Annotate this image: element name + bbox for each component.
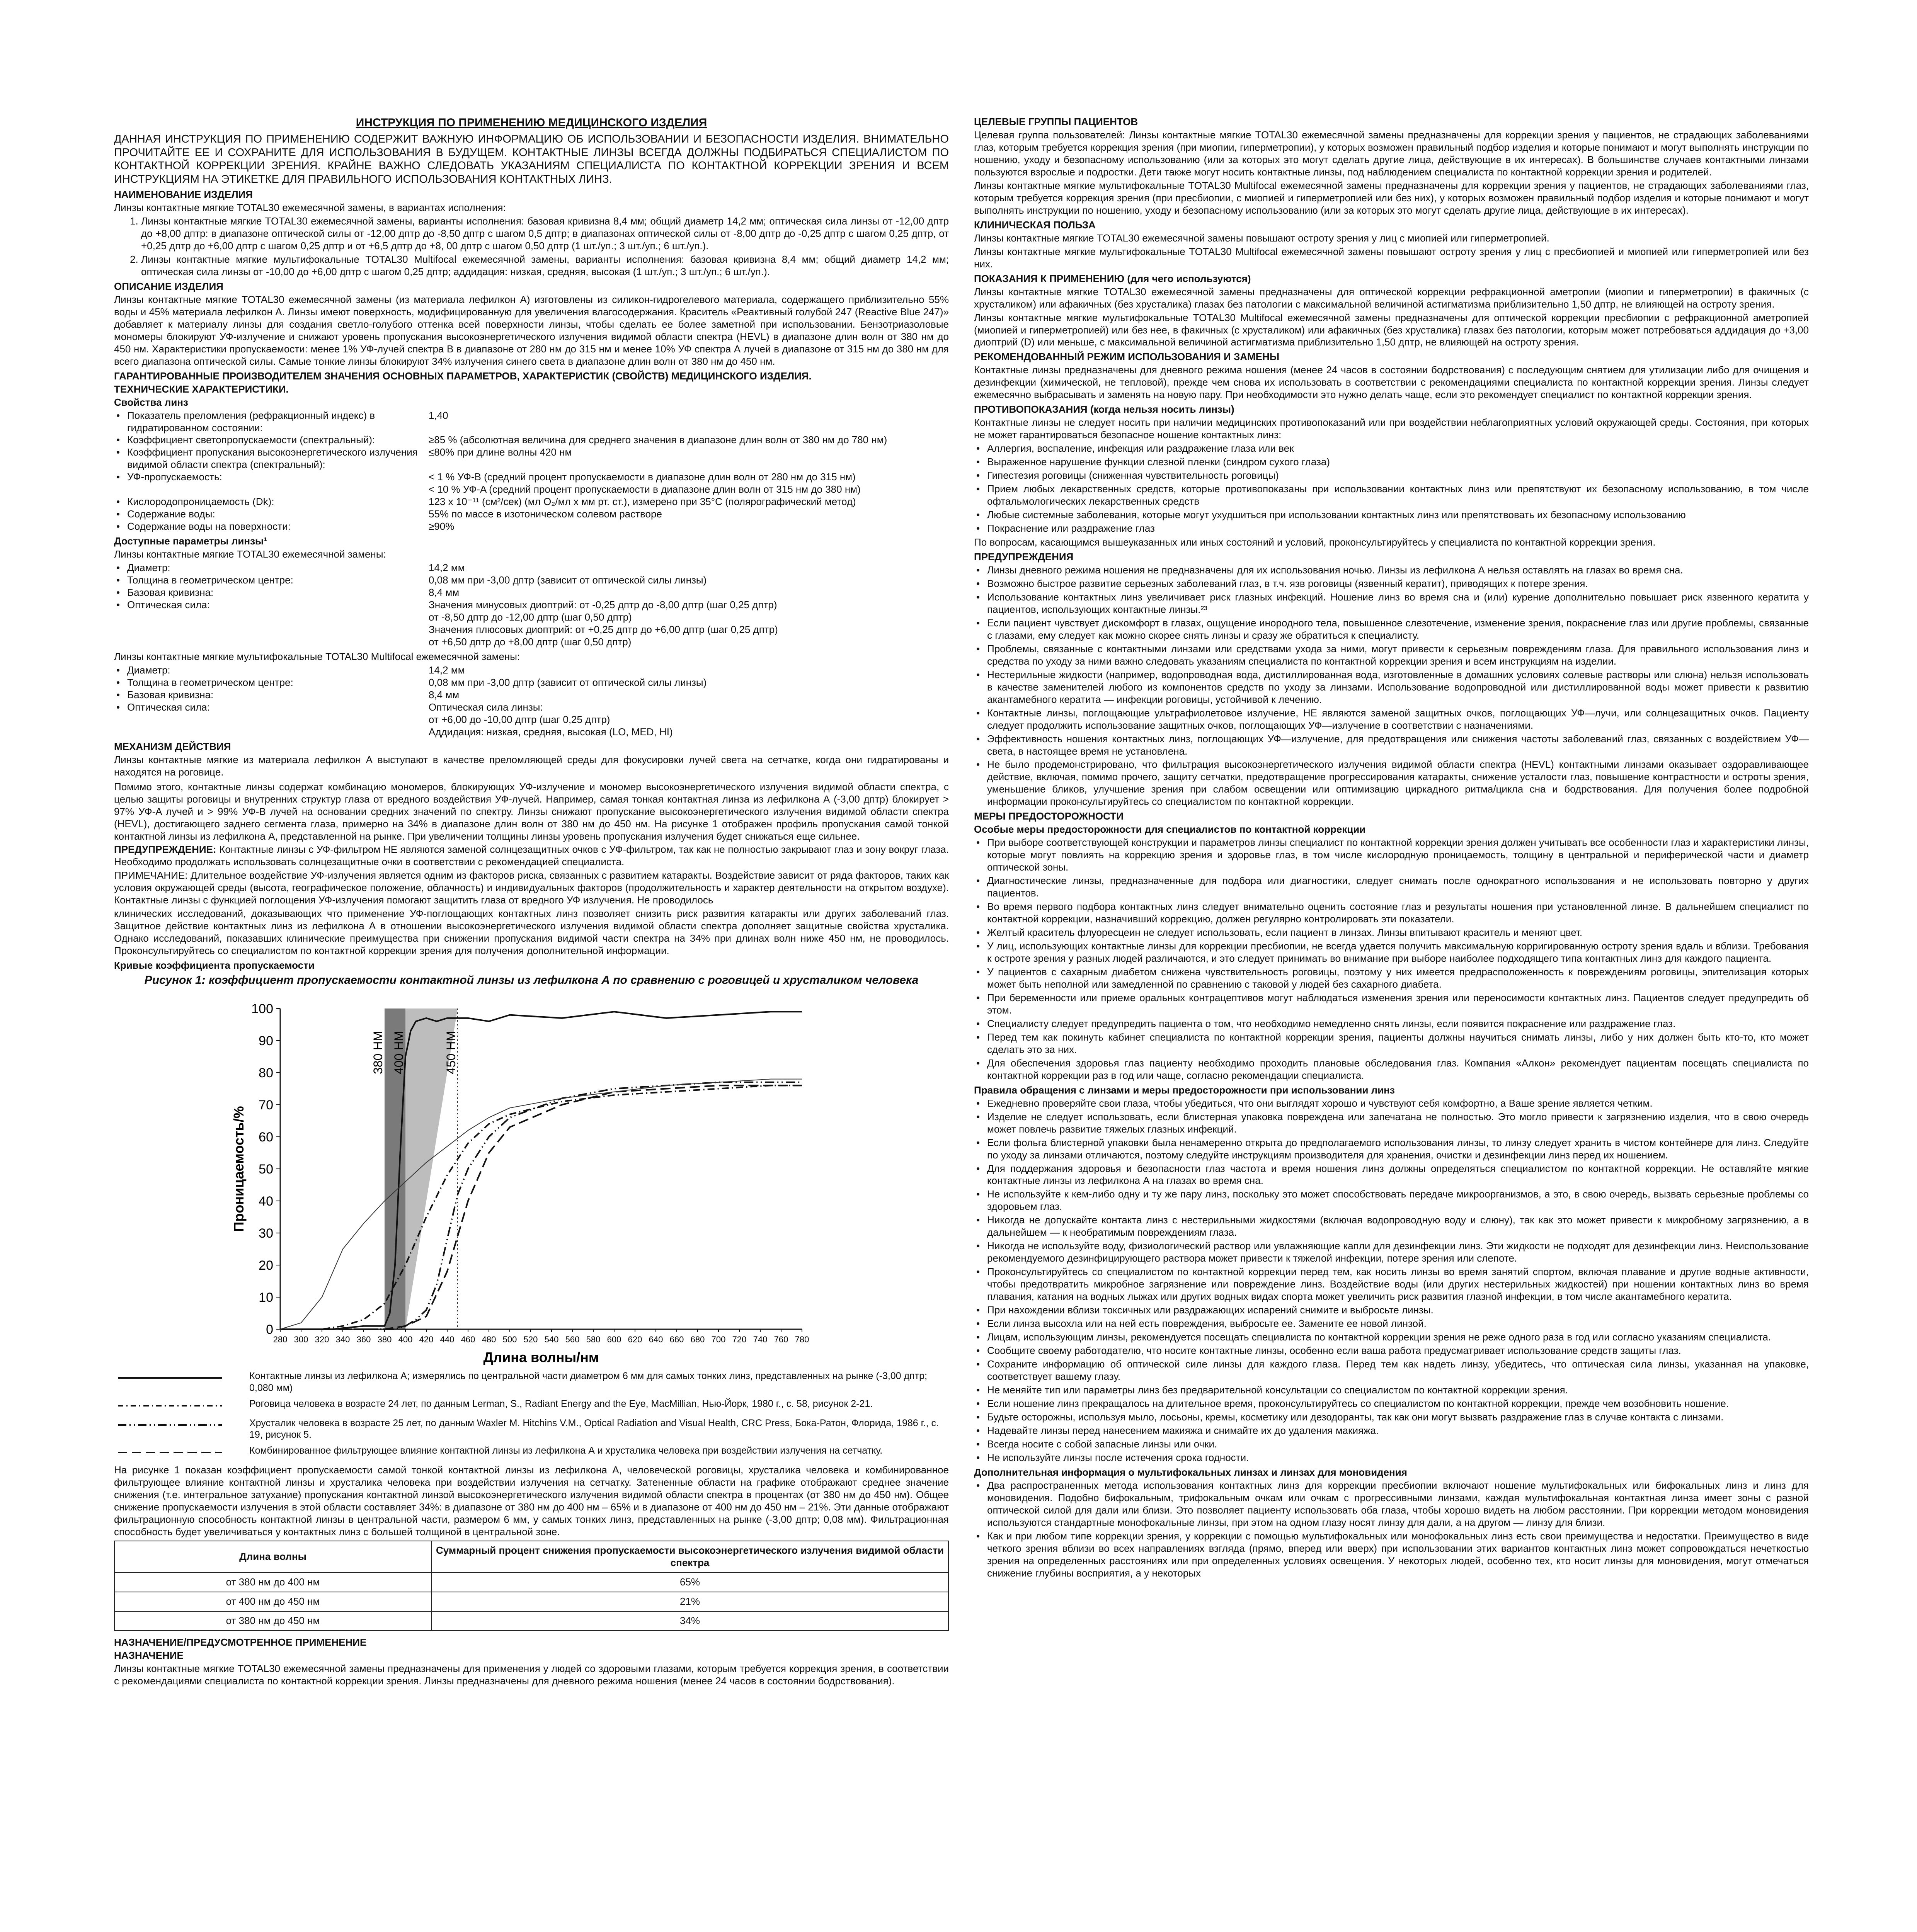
table-header: Длина волны — [114, 1541, 431, 1573]
intro-warning: ДАННАЯ ИНСТРУКЦИЯ ПО ПРИМЕНЕНИЮ СОДЕРЖИТ ВАЖНУЮ ИНФОРМАЦИЮ ОБ ИСПОЛЬЗОВАНИИ И БЕЗОПАСНОСТИ ИЗДЕЛИЯ. ВНИМАТЕЛЬНО ПРОЧИТАЙТЕ ЕЕ И СОХРАНИТЕ ДЛЯ ИСПОЛЬЗОВАНИЯ В БУДУЩЕМ. КОНТАКТНЫЕ ЛИНЗЫ ВСЕГДА ДОЛЖНЫ ПОДБИРАТЬСЯ СПЕЦИАЛИСТОМ ПО КОНТАКТНОЙ КОРРЕКЦИИ ЗРЕНИЯ. КРАЙНЕ ВАЖНО СЛЕДОВАТЬ УКАЗАНИЯМ СПЕЦИАЛИСТА ПО КОНТАКТНОЙ КОРРЕКЦИИ ЗРЕНИЯ И ВСЕМ ИНСТРУКЦИЯМ НА ЭТИКЕТКЕ ДЛЯ ПРАВИЛЬНОГО ИСПОЛЬЗОВАНИЯ КОНТАКТНЫХ ЛИНЗ. — [114, 133, 949, 186]
property-row — [114, 611, 949, 624]
product-variants-list — [114, 215, 949, 278]
property-value: Значения минусовых диоптрий: от -0,25 дптр до -8,00 дптр (шаг 0,25 дптр) — [429, 599, 777, 611]
property-value: 55% по массе в изотоническом солевом растворе — [429, 508, 662, 520]
property-name: • Толщина в геометрическом центре: — [114, 677, 429, 689]
property-name — [114, 624, 429, 636]
x-tick-label: 560 — [565, 1335, 580, 1345]
mechanism-text-2: Помимо этого, контактные линзы содержат комбинацию мономеров, блокирующих УФ-излучение и мономер высокоэнергетического излучения видимой области спектра, с целью защиты роговицы и внутренних структур глаза от вредного воздействия УФ-лучей. Например, самая тонкая контактная линза из лефилкона А (-3,00 дптр) блокирует > 97% УФ-A лучей и > 99% УФ-B лучей на основании средних значений по спектру. Линзы снижают пропускание высокоэнергетического излучения видимой области спектра (HEVL), достигающего заднего сегмента глаза, примерно на 34% в диапазоне длин волн от 380 нм до 450 нм. На рисунке 1 отображен профиль пропускания самой тонкой контактной линзы из лефилкона А, представленной на рынке. При увеличении толщины линзы уровень пропускания излучения будет снижаться еще сильнее. — [114, 781, 949, 842]
property-name — [114, 611, 429, 624]
property-name: • Оптическая сила: — [114, 599, 429, 611]
property-value: 8,4 мм — [429, 587, 460, 599]
mechanism-note-2: клинических исследований, доказывающих что применение УФ-поглощающих контактных линз позволяет снизить риск развития катаракты или других заболеваний глаз. Защитное действие контактных линз из лефилкона А в отношении высокоэнергетического излучения видимой области спектра дополняет защитные свойства хрусталика. Однако исследований, показавших клинические преимущества при снижении пропускания видимой части спектра на 34% при длинах волн ниже 450 нм, не проводилось. Проконсультируйтесь со специалистом по контактной коррекции зрения для получения дополнительной информации. — [114, 908, 949, 957]
warnings-list — [974, 564, 1809, 808]
list-item: • Никогда не используйте воду, физиологический раствор или увлажняющие капли для дезинфекции линз. Эти жидкости не подходят для дезинфекции линз. Неиспользование рекомендуемого дезинфицирующего раствора может привести к тяжелой инфекции, потере зрения или слепоте. — [987, 1240, 1809, 1265]
property-name: • Толщина в геометрическом центре: — [114, 574, 429, 587]
property-name: • Базовая кривизна: — [114, 587, 429, 599]
list-item: • Для обеспечения здоровья глаз пациенту необходимо проходить плановые обследования глаз. Компания «Алкон» рекомендует пациентам посещать специалиста по контактной коррекции раз в год или чаще, согласно рекомендации специалиста. — [987, 1057, 1809, 1082]
wavelength-annotation: 380 НМ — [371, 1031, 385, 1075]
property-name: • Диаметр: — [114, 562, 429, 574]
y-tick-label: 70 — [259, 1098, 273, 1113]
property-name — [114, 483, 429, 496]
list-item: • Эффективность ношения контактных линз, поглощающих УФ—излучение, для предотвращения или снижения частоты заболеваний глаз, связанных с воздействием УФ—света, в настоящее время не установлена. — [987, 733, 1809, 758]
legend-solid-line-icon — [114, 1370, 226, 1386]
x-tick-label: 440 — [440, 1335, 455, 1345]
table-row — [114, 1573, 948, 1592]
clinical-benefit-text-1: Линзы контактные мягкие TOTAL30 ежемесячной замены повышают остроту зрения у лиц с миопией или гиперметропией. — [974, 232, 1549, 244]
x-tick-label: 420 — [419, 1335, 434, 1345]
property-row — [114, 689, 949, 701]
x-tick-label: 760 — [774, 1335, 788, 1345]
y-tick-label: 100 — [251, 1002, 273, 1017]
warning-label: ПРЕДУПРЕЖДЕНИЕ: — [114, 844, 216, 855]
mechanism-note: ПРИМЕЧАНИЕ: Длительное воздействие УФ-излучения является одним из факторов риска, связанных с развитием катаракты. Воздействие зависит от ряда факторов, таких как условия окружающей среды (высота, географическое положение, облачность) и индивидуальных факторов (продолжительность и характер деятельности на открытом воздухе). Контактные линзы с функцией поглощения УФ-излучения помогают защитить глаза от вредного УФ излучения. Не проводилось — [114, 869, 949, 906]
list-item: • Ежедневно проверяйте свои глаза, чтобы убедиться, что они выглядят хорошо и чувствуют себя комфортно, а Ваше зрение является четким. — [987, 1097, 1809, 1110]
list-item: • Возможно быстрое развитие серьезных заболеваний глаз, в т.ч. язв роговицы (язвенный кератит), приводящих к потере зрения. — [987, 578, 1809, 590]
handling-rules-list — [974, 1097, 1809, 1464]
list-item: • Не было продемонстрировано, что фильтрация высокоэнергетического излучения видимой области спектра (HEVL) контактными линзами оказывает оздоравливающее действие, включая, помимо прочего, защиту сетчатки, предотвращение прогрессирования катаракты, снижение усталости глаз, повышение контрастности и остроты зрения, уменьшение бликов, улучшение зрения при слабом освещении или оптимизацию циркадного ритма/цикла сна и бодрствования. Для получения более подробной информации проконсультируйтесь со специалистом по контактной коррекции. — [987, 759, 1809, 808]
product-name-heading: НАИМЕНОВАНИЕ ИЗДЕЛИЯ — [114, 189, 253, 201]
property-row — [114, 714, 949, 726]
list-item: • Как и при любом типе коррекции зрения, у коррекции с помощью мультифокальных или монофокальных линз есть свои преимущества и недостатки. Преимущество в виде четкого зрения вблизи во всех направлениях взгляда (прямо, вперед или вверх) при использовании этих вариантов контактных линз может сопровождаться нечеткостью зрения на определенных расстояниях или при определенных условиях освещения. У некоторых людей, особенно тех, кто носит линзы для моновидения, могут отмечаться снижение глубины восприятия, а у некоторых — [987, 1530, 1809, 1580]
x-tick-label: 660 — [669, 1335, 684, 1345]
x-tick-label: 460 — [461, 1335, 475, 1345]
property-row — [114, 508, 949, 520]
list-item: • Сообщите своему работодателю, что носите контактные линзы, особенно если ваша работа предусматривает использование средств защиты глаз. — [987, 1345, 1809, 1357]
property-name: • Коэффициент пропускания высокоэнергетического излучения видимой области спектра (спектральный): — [114, 446, 429, 471]
indications-heading: ПОКАЗАНИЯ К ПРИМЕНЕНИЮ (для чего используются) — [974, 272, 1251, 284]
property-value: Аддидация: низкая, средняя, высокая (LO, MED, HI) — [429, 726, 673, 738]
y-tick-label: 10 — [259, 1290, 273, 1305]
chart-legend — [114, 1370, 949, 1460]
hevl-reduction-table — [114, 1541, 949, 1631]
purpose-subheading: НАЗНАЧЕНИЕ — [114, 1649, 184, 1661]
legend-dash-dot-line-icon — [114, 1398, 226, 1413]
x-tick-label: 340 — [335, 1335, 350, 1345]
target-groups-text-1: Целевая группа пользователей: Линзы контактные мягкие TOTAL30 ежемесячной замены предназначены для коррекции зрения у пациентов, не страдающих заболеваниями глаз, которым требуется коррекция зрения (при миопии, гиперметропии), у которых возможен правильный подбор изделия и которые понимают и могут выполнять инструкции по ношению, уходу и безопасному использованию (или за которых это могут сделать другие лица, действующие в их интересах). В большинстве случаев контактными линзами пользуются взрослые и подростки. Дети также могут носить контактные линзы, под наблюдением специалиста по контактной коррекции зрения и родителей. — [974, 129, 1809, 178]
list-item: • Для поддержания здоровья и безопасности глаз частота и время ношения линз должны определяться специалистом по контактной коррекции. Не оставляйте мягкие контактные линзы из лефилкона А на глазах во время сна. — [987, 1163, 1809, 1187]
x-tick-label: 480 — [482, 1335, 496, 1345]
contraindications-list — [974, 442, 1809, 535]
property-name: • Показатель преломления (рефракционный индекс) в гидратированном состоянии: — [114, 410, 429, 434]
x-tick-label: 680 — [690, 1335, 705, 1345]
transmittance-curves-heading: Кривые коэффициента пропускаемости — [114, 959, 315, 971]
property-value: Значения плюсовых диоптрий: от +0,25 дптр до +6,00 дптр (шаг 0,25 дптр) — [429, 624, 778, 636]
list-item: • Сохраните информацию об оптической силе линзы для каждого глаза. Перед тем как надеть линзу, убедитесь, что оптическая сила линзы, указанная на упаковке, соответствует вашему глазу. — [987, 1358, 1809, 1383]
list-item: 2. Линзы контактные мягкие мультифокальные TOTAL30 Multifocal ежемесячной замены, варианты исполнения: базовая кривизна 8,4 мм; общий диаметр 14,2 мм; оптическая сила линзы от -10,00 до +6,00 дптр с шагом 0,25 дптр; аддидация: низкая, средняя, высокая (1 шт./уп.; 3 шт./уп.; 6 шт./уп.). — [141, 253, 949, 278]
target-groups-text-2: Линзы контактные мягкие мультифокальные TOTAL30 Multifocal ежемесячной замены предназначены для коррекции зрения у пациентов, не страдающих заболеваниями глаз, которым требуется коррекция зрения (при пресбиопии, с миопией и гиперметропией или без них), у которых возможен правильный подбор изделия и которые понимают и могут выполнять инструкции по ношению, уходу и безопасному использованию (или за которых это могут сделать другие лица, действующие в их интересах). — [974, 179, 1809, 216]
list-item: • Если линза высохла или на ней есть повреждения, выбросьте ее. Замените ее новой линзой. — [987, 1318, 1809, 1330]
mechanism-text-1: Линзы контактные мягкие из материала лефилкон А выступают в качестве преломляющей среды для фокусировки лучей света на сетчатке, когда они гидратированы и находятся на роговице. — [114, 753, 949, 778]
list-item: • Всегда носите с собой запасные линзы или очки. — [987, 1438, 1809, 1451]
x-tick-label: 580 — [586, 1335, 601, 1345]
table-cell: от 400 нм до 450 нм — [114, 1592, 431, 1611]
lens-properties-heading: Свойства линз — [114, 396, 188, 408]
property-row — [114, 664, 949, 677]
x-tick-label: 320 — [315, 1335, 329, 1345]
monovision-list — [974, 1480, 1809, 1580]
y-tick-label: 80 — [259, 1066, 273, 1081]
series-line-dash-dot-dot — [280, 1082, 802, 1329]
list-item: • Выраженное нарушение функции слезной пленки (синдром сухого глаза) — [987, 456, 1809, 468]
right-column — [974, 116, 1809, 1581]
series-line-solid — [280, 1012, 802, 1329]
list-item: • При беременности или приеме оральных контрацептивов могут наблюдаться изменения зрения или переносимости контактных линз. Пациентов следует предупредить об этом. — [987, 992, 1809, 1017]
precautions-heading: МЕРЫ ПРЕДОСТОРОЖНОСТИ — [974, 810, 1124, 822]
available-params-multifocal-list — [114, 664, 949, 738]
table-cell: 34% — [431, 1611, 948, 1631]
list-item: • Проблемы, связанные с контактными линзами или средствами ухода за ними, могут привести к серьезным повреждениям глаза. Для правильного использования линз и средства по уходу за ними важно следовать указаниям специалиста по контактной коррекции зрения и всем инструкциям на изделии. — [987, 643, 1809, 668]
clinical-benefit-heading: КЛИНИЧЕСКАЯ ПОЛЬЗА — [974, 219, 1096, 231]
list-item: • Линзы дневного режима ношения не предназначены для их использования ночью. Линзы из лефилкона А нельзя оставлять на глазах во время сна. — [987, 564, 1809, 577]
legend-text: Контактные линзы из лефилкона А; измерялись по центральной части диаметром 6 мм для самых тонких линз, представленных на рынке (-3,00 дптр; 0,080 мм) — [249, 1371, 927, 1393]
mechanism-heading: МЕХАНИЗМ ДЕЙСТВИЯ — [114, 740, 231, 752]
legend-item — [114, 1417, 949, 1441]
contraindications-text: Контактные линзы не следует носить при наличии медицинских противопоказаний или при воздействии неблагоприятных условий окружающей среды. Состояния, при которых не может гарантироваться безопасное ношение контактных линз: — [974, 417, 1809, 441]
property-value: Оптическая сила линзы: — [429, 701, 543, 713]
property-row — [114, 677, 949, 689]
purpose-heading: НАЗНАЧЕНИЕ/ПРЕДУСМОТРЕННОЕ ПРИМЕНЕНИЕ — [114, 1636, 367, 1648]
x-tick-label: 280 — [273, 1335, 288, 1345]
table-cell: от 380 нм до 450 нм — [114, 1611, 431, 1631]
x-tick-label: 640 — [649, 1335, 663, 1345]
table-row — [114, 1592, 948, 1611]
property-name — [114, 714, 429, 726]
legend-text: Хрусталик человека в возрасте 25 лет, по данным Waxler M. Hitchins V.M., Optical Radiation and Visual Health, CRC Press, Бока-Ратон, Флорида, 1986 г., с. 19, рисунок 5. — [249, 1417, 939, 1440]
list-item: • У пациентов с сахарным диабетом снижена чувствительность роговицы, поэтому у них имеется предрасположенность к повреждениям роговицы, эпителизация которых может быть неполной или замедленной по сравнению с таковой у людей без сахарного диабета. — [987, 966, 1809, 991]
x-tick-label: 720 — [732, 1335, 747, 1345]
x-tick-label: 740 — [753, 1335, 768, 1345]
property-name: • Базовая кривизна: — [114, 689, 429, 701]
list-item: • Не используйте к кем-либо одну и ту же пару линз, поскольку это может способствовать передаче микроорганизмов, а это, в свою очередь, вызвать серьезные проблемы со здоровьем глаз. — [987, 1188, 1809, 1213]
clinical-benefit-text-2: Линзы контактные мягкие мультифокальные TOTAL30 Multifocal ежемесячной замены повышают остроту зрения у лиц с пресбиопией и миопией или гиперметропией или без них. — [974, 245, 1809, 270]
property-name: • Коэффициент светопропускаемости (спектральный): — [114, 434, 429, 446]
mechanism-warning — [114, 844, 949, 868]
property-row — [114, 496, 949, 508]
x-tick-label: 360 — [356, 1335, 371, 1345]
x-tick-label: 520 — [523, 1335, 538, 1345]
left-column — [114, 116, 949, 1689]
available-params-heading: Доступные параметры линзы¹ — [114, 535, 267, 547]
property-row — [114, 520, 949, 533]
precautions-list — [974, 837, 1809, 1082]
x-tick-label: 400 — [398, 1335, 413, 1345]
x-tick-label: 300 — [294, 1335, 308, 1345]
list-item: • При выборе соответствующей конструкции и параметров линзы специалист по контактной коррекции зрения должен учитывать все особенности глаз и характеристики линзы, которые могут повлиять на коррекцию зрения и здоровье глаз, в том числе кислородную проницаемость, толщину в центральной и периферической части и диаметр оптической зоны. — [987, 837, 1809, 874]
list-item: • Любые системные заболевания, которые могут ухудшиться при использовании контактных линз или препятствовать их безопасному использованию — [987, 509, 1809, 521]
y-tick-label: 0 — [266, 1322, 273, 1337]
product-name-text: Линзы контактные мягкие TOTAL30 ежемесячной замены, в вариантах исполнения: — [114, 202, 506, 214]
table-cell: 21% — [431, 1592, 948, 1611]
x-tick-label: 780 — [795, 1335, 809, 1345]
property-name: • Содержание воды на поверхности: — [114, 520, 429, 533]
legend-dash-dot-dot-line-icon — [114, 1417, 226, 1433]
list-item: • Перед тем как покинуть кабинет специалиста по контактной коррекции зрения, пациенты должны научиться снимать линзы, либо у них должен быть кто-то, кто может сделать это за них. — [987, 1031, 1809, 1056]
list-item: • Будьте осторожны, используя мыло, лосьоны, кремы, косметику или дезодоранты, так как они могут вызвать раздражение глаз в случае контакта с линзами. — [987, 1411, 1809, 1423]
table-cell: от 380 нм до 400 нм — [114, 1573, 431, 1592]
property-row — [114, 587, 949, 599]
series-line-thin — [280, 1079, 802, 1329]
y-tick-label: 40 — [259, 1194, 273, 1209]
recommended-regimen-text: Контактные линзы предназначены для дневного режима ношения (менее 24 часов в состоянии бодрствования) с последующим снятием для утилизации либо для очищения и дезинфекции (химической, не тепловой), прежде чем снова их использовать в соответствии с рекомендациями специалиста по контактной коррекции зрения. Линзы следует ежемесячно выбрасывать и заменять на новую пару. При необходимости это нужно делать чаще, если это рекомендует специалист по контактной коррекции зрения. — [974, 364, 1809, 401]
target-groups-heading: ЦЕЛЕВЫЕ ГРУППЫ ПАЦИЕНТОВ — [974, 116, 1138, 128]
list-item: • При нахождении вблизи токсичных или раздражающих испарений снимите и выбросьте линзы. — [987, 1304, 1809, 1316]
y-tick-label: 30 — [259, 1226, 273, 1241]
table-header: Суммарный процент снижения пропускаемости высокоэнергетического излучения видимой области спектра — [431, 1541, 948, 1573]
property-value: от +6,50 дптр до +8,00 дптр (шаг 0,50 дптр) — [429, 636, 632, 648]
figure-description: На рисунке 1 показан коэффициент пропускаемости самой тонкой контактной линзы из лефилкона А, человеческой роговицы, хрусталика человека и комбинированное фильтрующее влияние контактной линзы и хрусталика человека при воздействии излучения на сетчатку. Затененные области на графике отображают среднее значение снижения (т.е. интегральное затухание) пропускания контактной линзой высокоэнергетического излучения видимой области спектра в процентах (от 380 нм до 450 нм). Общее снижение пропускаемости излучения в этой области составляет 34%: в диапазоне от 380 нм до 400 нм – 65% и в диапазоне от 400 нм до 450 нм – 21%. Эти данные отображают фильтрационную способность контактной линзы в центральной части, размером 6 мм, у самых тонких линз, представленных на рынке (-3,00 дптр; 0,08 мм). Фильтрационная способность будет увеличиваться у контактных линз с большей толщиной в центральной зоне. — [114, 1464, 949, 1537]
series-line-dash-dot — [280, 1085, 802, 1329]
property-row — [114, 574, 949, 587]
list-item: • Специалисту следует предупредить пациента о том, что необходимо немедленно снять линзы, если появится покраснение или раздражение глаз. — [987, 1018, 1809, 1030]
property-value: от +6,00 до -10,00 дптр (шаг 0,25 дптр) — [429, 713, 610, 725]
figure-title: Рисунок 1: коэффициент пропускаемости контактной линзы из лефилкона А по сравнению с роговицей и хрусталиком человека — [144, 974, 919, 987]
series-line-dashed — [280, 1085, 802, 1329]
property-name: • Диаметр: — [114, 664, 429, 677]
legend-text: Комбинированное фильтрующее влияние контактной линзы из лефилкона А и хрусталика человека при воздействии излучения на сетчатку. — [249, 1445, 883, 1456]
property-row — [114, 434, 949, 446]
property-value: от -8,50 дптр до -12,00 дптр (шаг 0,50 дптр) — [429, 611, 632, 623]
available-params-total30-label: Линзы контактные мягкие TOTAL30 ежемесячной замены: — [114, 548, 386, 560]
x-tick-label: 600 — [607, 1335, 621, 1345]
property-row — [114, 726, 949, 738]
list-item: • Изделие не следует использовать, если блистерная упаковка повреждена или запечатана не полностью. Это могло привести к загрязнению изделия, что в свою очередь может повлечь развитие тяжелых глазных инфекций. — [987, 1111, 1809, 1136]
property-value: < 10 % УФ-A (средний процент пропускаемости в диапазоне длин волн от 315 нм до 380 нм) — [429, 483, 861, 495]
property-row — [114, 483, 949, 496]
list-item: • Покраснение или раздражение глаз — [987, 522, 1809, 535]
available-params-total30-list — [114, 562, 949, 648]
x-tick-label: 380 — [377, 1335, 392, 1345]
list-item: • Прием любых лекарственных средств, которые противопоказаны при использовании контактных линз или препятствуют их безопасному использованию, в том числе офтальмологических лекарственных средств — [987, 483, 1809, 508]
document-title: ИНСТРУКЦИЯ ПО ПРИМЕНЕНИЮ МЕДИЦИНСКОГО ИЗДЕЛИЯ — [356, 116, 707, 129]
x-tick-label: 540 — [544, 1335, 559, 1345]
property-value: ≥85 % (абсолютная величина для среднего значения в диапазоне длин волн от 380 нм до 780 нм) — [429, 434, 887, 446]
description-heading: ОПИСАНИЕ ИЗДЕЛИЯ — [114, 280, 223, 292]
guaranteed-values-heading: ГАРАНТИРОВАННЫЕ ПРОИЗВОДИТЕЛЕМ ЗНАЧЕНИЯ ОСНОВНЫХ ПАРАМЕТРОВ, ХАРАКТЕРИСТИК (СВОЙСТВ) МЕДИЦИНСКОГО ИЗДЕЛИЯ. — [114, 370, 812, 382]
property-name: • Кислородопроницаемость (Dk): — [114, 496, 429, 508]
list-item: • Гипестезия роговицы (сниженная чувствительность роговицы) — [987, 469, 1809, 482]
list-item: • Лицам, использующим линзы, рекомендуется посещать специалиста по контактной коррекции зрения не реже одного раза в год или согласно указаниям специалиста. — [987, 1331, 1809, 1344]
list-item: • У лиц, использующих контактные линзы для коррекции пресбиопии, не всегда удается получить максимальную корригированную остроту зрения вдаль и вблизи. Требования к остроте зрения у разных людей различаются, и это следует принимать во внимание при выборе наиболее подходящего типа контактных линз для каждого пациента. — [987, 940, 1809, 965]
list-item: 1. Линзы контактные мягкие TOTAL30 ежемесячной замены, варианты исполнения: базовая кривизна 8,4 мм; общий диаметр 14,2 мм; оптическая сила линзы от -12,00 дптр до +8,00 дптр: в диапазоне оптической силы от -12,00 дптр до -8,50 дптр с шагом 0,5 дптр; в диапазонах оптической силы от -8,00 дптр до -0,25 дптр с шагом 0,25 дптр, от +0,25 дптр до +6,00 дптр с шагом 0,25 дптр и от +6,5 дптр до +8, 00 дптр с шагом 0,50 дптр (1 шт./уп.; 3 шт./уп.; 6 шт./уп.). — [141, 215, 949, 252]
description-text: Линзы контактные мягкие TOTAL30 ежемесячной замены (из материала лефилкон А) изготовлены из силикон-гидрогелевого материала, содержащего приблизительно 55% воды и 45% материала лефилкон А. Линзы имеют поверхность, модифицированную для увеличения влагосодержания. Краситель «Реактивный голубой 247 (Reactive Blue 247)» добавляет к материалу линзы для создания светло-голубого оттенка всей поверхности линзы, чтобы сделать ее более заметной при использовании. Бензотриазоловые мономеры блокируют УФ-излучение и снижают уровень пропускания высокоэнергетического излучения видимой области спектра (HEVL) в диапазоне длин волн от 380 нм до 450 нм. Характеристики пропускаемости: менее 1% УФ-лучей спектра В в диапазоне от 280 нм до 315 нм и менее 10% УФ спектра А лучей в диапазоне от 315 нм до 380 нм для всего диапазона оптической силы. Самые тонкие линзы блокируют 34% излучения синего света в диапазоне длин волн от 380 нм до 450 нм. — [114, 293, 949, 367]
property-row — [114, 701, 949, 714]
list-item: • Не меняйте тип или параметры линз без предварительной консультации со специалистом по контактной коррекции зрения. — [987, 1384, 1809, 1396]
x-tick-label: 620 — [628, 1335, 642, 1345]
property-row — [114, 562, 949, 574]
list-item: • Если пациент чувствует дискомфорт в глазах, ощущение инородного тела, повышенное слезотечение, изменение зрения, покраснение глаз или другие проблемы, связанные с глазами, ему следует как можно скорее снять линзы и сразу же обратиться к специалисту. — [987, 617, 1809, 642]
available-params-multifocal-label: Линзы контактные мягкие мультифокальные TOTAL30 Multifocal ежемесячной замены: — [114, 650, 520, 662]
x-axis-label: Длина волны/нм — [483, 1349, 599, 1366]
list-item: • Во время первого подбора контактных линз следует внимательно оценить состояние глаз и результаты ношения при установленной линзе. В дальнейшем специалист по контактной коррекции, назначивший коррекцию, должен регулярно контролировать эти показатели. — [987, 901, 1809, 925]
list-item: • Никогда не допускайте контакта линз с нестерильными жидкостями (включая водопроводную воду и слюну), так как это может привести к микробному загрязнению, а в дальнейшем — к необратимым повреждениям глаза. — [987, 1214, 1809, 1239]
contraindications-heading: ПРОТИВОПОКАЗАНИЯ (когда нельзя носить линзы) — [974, 403, 1234, 415]
list-item: • Использование контактных линз увеличивает риск глазных инфекций. Ношение линз во время сна и (или) курение дополнительно повышает риск язвенного кератита у пациентов, использующих контактные линзы.²³ — [987, 591, 1809, 616]
property-name — [114, 636, 429, 648]
wavelength-annotation: 450 НМ — [444, 1031, 458, 1075]
table-cell: 65% — [431, 1573, 948, 1592]
legend-text: Роговица человека в возрасте 24 лет, по данным Lerman, S., Radiant Energy and the Eye, MacMillian, Нью-Йорк, 1980 г., с. 58, рисунок 2-21. — [249, 1398, 873, 1409]
transmittance-chart — [114, 989, 949, 1368]
property-value: ≤80% при длине волны 420 нм — [429, 446, 572, 458]
property-name: • Содержание воды: — [114, 508, 429, 520]
purpose-text: Линзы контактные мягкие TOTAL30 ежемесячной замены предназначены для применения у людей со здоровыми глазами, которым требуется коррекция зрения, в соответствии с рекомендациями специалиста по контактной коррекции зрения. Линзы предназначены для дневного режима ношения (менее 24 часов в состоянии бодрствования). — [114, 1662, 949, 1687]
list-item: • Желтый краситель флуоресцеин не следует использовать, если пациент в линзах. Линзы впитывают краситель и меняют цвет. — [987, 927, 1809, 939]
property-value: 0,08 мм при -3,00 дптр (зависит от оптической силы линзы) — [429, 574, 707, 586]
property-value: < 1 % УФ-B (средний процент пропускаемости в диапазоне длин волн от 280 нм до 315 нм) — [429, 471, 856, 483]
list-item: • Два распространенных метода использования контактных линз для коррекции пресбиопии включают ношение мультифокальных или бифокальных линз и линз для моновидения. Подобно бифокальным, трифокальным очкам или очкам с прогрессивными линзами, каждая мультифокальная контактная линза имеет зоны с разной оптической силой для дали или близи. Это позволяет пациенту использовать оба глаза, чтобы хорошо видеть на любом расстоянии. При коррекции методом моновидения используются стандартные монофокальные линзы, при этом на одном глазу носят линзу для дали, а на другом — линзу для близи. — [987, 1480, 1809, 1529]
list-item: • Аллергия, воспаление, инфекция или раздражение глаза или век — [987, 442, 1809, 455]
wavelength-annotation: 400 НМ — [392, 1031, 406, 1075]
legend-item — [114, 1445, 949, 1460]
list-item: • Контактные линзы, поглощающие ультрафиолетовое излучение, НЕ являются заменой защитных очков, поглощающих УФ—лучи, или солнцезащитных очков. Пациенту следует продолжить использование защитных очков, поглощающих УФ—излучение в соответствии с назначениями. — [987, 707, 1809, 732]
property-row — [114, 636, 949, 648]
property-value: 14,2 мм — [429, 562, 465, 574]
list-item: • Проконсультируйтесь со специалистом по контактной коррекции перед тем, как носить линзы во время занятий спортом, включая плавание и другие водные активности, чтобы предотвратить микробное загрязнение или повреждение линз. Воздействие воды (или других нестерильных жидкостей) при ношении контактных линз во время плавания, катания на водных лыжах или других водных видах спорта может увеличить риск развития глазной инфекции, в том числе акантамебного кератита. — [987, 1266, 1809, 1303]
tech-specs-heading: ТЕХНИЧЕСКИЕ ХАРАКТЕРИСТИКИ. — [114, 383, 289, 395]
precautions-subheading: Особые меры предосторожности для специалистов по контактной коррекции — [974, 823, 1366, 835]
monovision-heading: Дополнительная информация о мультифокальных линзах и линзах для моновидения — [974, 1466, 1407, 1478]
table-header-row — [114, 1541, 948, 1573]
list-item: • Не используйте линзы после истечения срока годности. — [987, 1452, 1809, 1464]
y-tick-label: 20 — [259, 1258, 273, 1273]
property-row — [114, 599, 949, 611]
indications-text-1: Линзы контактные мягкие TOTAL30 ежемесячной замены предназначены для оптической коррекции рефракционной аметропии (миопии и гиперметропии) в факичных (с хрусталиком) или афакичных (без хрусталика) глазах без патологии с максимальной величиной астигматизма приблизительно 1,50 дптр, не влияющей на остроту зрения. — [974, 286, 1809, 310]
indications-text-2: Линзы контактные мягкие мультифокальные TOTAL30 Multifocal ежемесячной замены предназначены для оптической коррекции пресбиопии с рефракционной аметропией (миопией и гиперметропией) или без нее, в факичных (с хрусталиком) или афакичных (без хрусталика) глазах без патологии, которым может потребоваться аддидация до +3,00 диоптрий (D) или меньше, с максимальной величиной астигматизма приблизительно 1,50 дптр, не влияющей на остроту зрения. — [974, 311, 1809, 348]
property-value: 8,4 мм — [429, 689, 460, 701]
table-row — [114, 1611, 948, 1631]
legend-item — [114, 1370, 949, 1394]
recommended-regimen-heading: РЕКОМЕНДОВАННЫЙ РЕЖИМ ИСПОЛЬЗОВАНИЯ И ЗАМЕНЫ — [974, 351, 1280, 363]
list-item: • Если фольга блистерной упаковки была ненамеренно открыта до предполагаемого использования линзы, то линзу следует хранить в чистом контейнере для линз. Следуйте по уходу за линзами отличаются, поэтому следуйте инструкциям производителя для хранения, очистки и дезинфекции линз перед их ношением. — [987, 1137, 1809, 1162]
y-tick-label: 90 — [259, 1034, 273, 1049]
property-name — [114, 726, 429, 738]
x-tick-label: 500 — [502, 1335, 517, 1345]
property-name: • УФ-пропускаемость: — [114, 471, 429, 483]
property-row — [114, 410, 949, 434]
legend-item — [114, 1398, 949, 1413]
property-value: 0,08 мм при -3,00 дптр (зависит от оптической силы линзы) — [429, 676, 707, 688]
y-tick-label: 60 — [259, 1130, 273, 1145]
list-item: • Нестерильные жидкости (например, водопроводная вода, дистиллированная вода, изготовленные в домашних условиях солевые растворы или слюна) нельзя использовать в качестве заменителей любого из компонентов средств по уходу за линзами. Использование водопроводной или дистиллированной воды может привести к развитию акантамебного кератита — инфекции роговицы, устойчивой к лечению. — [987, 669, 1809, 706]
lens-properties-list — [114, 410, 949, 533]
list-item: • Диагностические линзы, предназначенные для подбора или диагностики, следует снимать после однократного использования и не использовать повторно у других пациентов. — [987, 875, 1809, 900]
legend-dashed-line-icon — [114, 1445, 226, 1460]
warning-text: Контактные линзы с УФ-фильтром НЕ являются заменой солнцезащитных очков с УФ-фильтром, так как не полностью закрывают глаз и зону вокруг глаза. Необходимо продолжать использовать солнцезащитные очки в соответствии с рекомендацией специалиста. — [114, 844, 949, 868]
y-axis-label: Проницаемость/% — [231, 1106, 247, 1232]
property-value: 1,40 — [429, 409, 448, 421]
handling-rules-heading: Правила обращения с линзами и меры предосторожности при использовании линз — [974, 1084, 1395, 1096]
property-value: ≥90% — [429, 520, 455, 532]
property-row — [114, 624, 949, 636]
y-tick-label: 50 — [259, 1162, 273, 1177]
property-value: 123 x 10⁻¹¹ (см²/сек) (мл O₂/мл x мм рт. ст.), измерено при 35°C (полярографический метод) — [429, 496, 856, 508]
contraindications-note: По вопросам, касающимся вышеуказанных или иных состояний и условий, проконсультируйтесь у специалиста по контактной коррекции зрения. — [974, 536, 1656, 548]
property-name: • Оптическая сила: — [114, 701, 429, 714]
property-row — [114, 446, 949, 471]
x-tick-label: 700 — [711, 1335, 726, 1345]
property-value: 14,2 мм — [429, 664, 465, 676]
property-row — [114, 471, 949, 483]
list-item: • Если ношение линз прекращалось на длительное время, проконсультируйтесь со специалистом по контактной коррекции, прежде чем возобновить ношение. — [987, 1398, 1809, 1410]
list-item: • Надевайте линзы перед нанесением макияжа и снимайте их до удаления макияжа. — [987, 1425, 1809, 1437]
warnings-heading: ПРЕДУПРЕЖДЕНИЯ — [974, 551, 1074, 563]
